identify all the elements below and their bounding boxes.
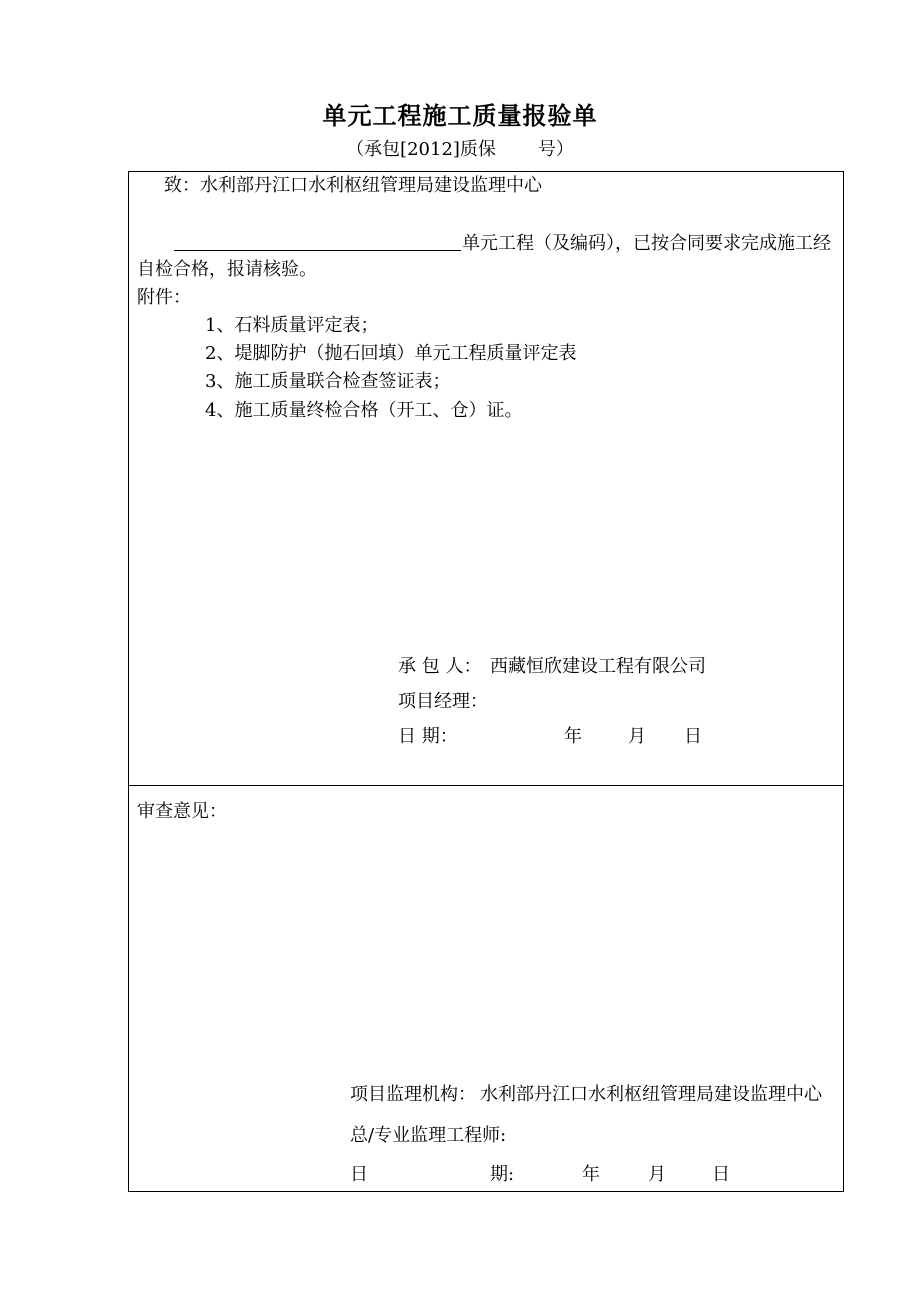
supervision-org-value: 水利部丹江口水利枢纽管理局建设监理中心 [480,1084,822,1105]
document-title: 单元工程施工质量报验单 [322,101,598,130]
request-date-day: 日 [684,726,702,747]
request-date-year: 年 [564,726,582,747]
attachment-item: 2、堤脚防护（抛石回填）单元工程质量评定表 [205,343,577,364]
statement-line-1: 单元工程（及编码），已按合同要求完成施工经 [462,233,831,254]
review-opinion-label: 审查意见： [137,801,227,822]
contractor-value: 西藏恒欣建设工程有限公司 [490,656,706,677]
attachment-item: 3、施工质量联合检查签证表； [205,371,451,392]
attachment-item: 4、施工质量终检合格（开工、仓）证。 [205,400,523,421]
attachments-label: 附件： [137,287,191,308]
request-date-month: 月 [628,726,646,747]
statement-line-2: 自检合格，报请核验。 [137,259,317,280]
document-number-prefix: （承包[2012]质保 [346,139,496,160]
review-date-year: 年 [582,1164,600,1185]
section-divider [128,785,844,786]
review-date-label-left: 日 [350,1164,368,1185]
chief-engineer-label: 总/专业监理工程师: [350,1125,507,1146]
document-number-suffix: 号） [537,139,574,160]
recipient-line: 致：水利部丹江口水利枢纽管理局建设监理中心 [164,175,542,196]
project-manager-label: 项目经理： [398,691,488,712]
review-date-day: 日 [712,1164,730,1185]
document-number [0,135,920,161]
request-date-label: 日 期： [398,726,458,747]
review-date-label-right: 期: [490,1164,515,1185]
contractor-label: 承 包 人： [398,656,482,677]
unit-project-blank [174,250,461,251]
attachment-item: 1、石料质量评定表； [205,315,379,336]
supervision-org-label: 项目监理机构： [350,1084,476,1105]
review-date-month: 月 [648,1164,666,1185]
